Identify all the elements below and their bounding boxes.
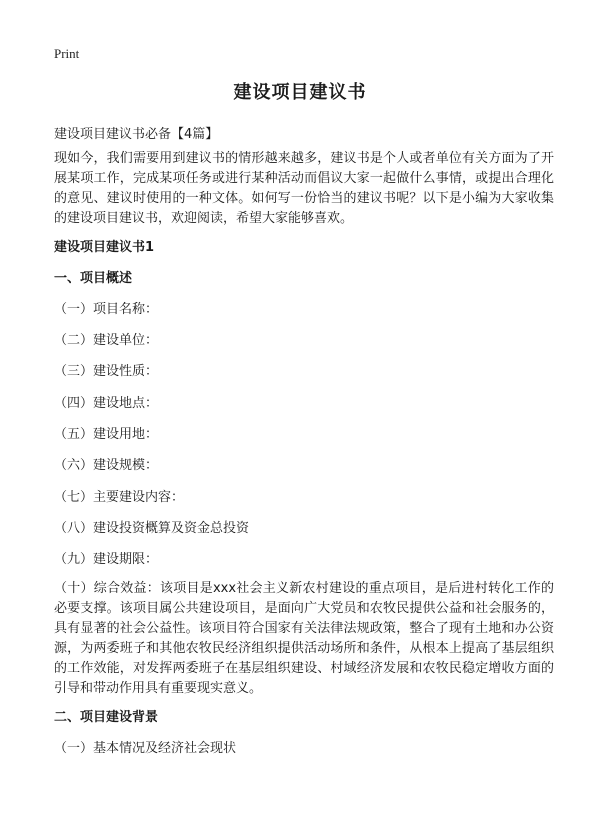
overview-item: （五）建设用地： [54,427,159,442]
background-item: （一）基本情况及经济社会现状 [54,741,237,756]
part2-heading: 二、项目建设背景 [54,710,159,725]
intro-paragraph: 现如今，我们需要用到建议书的情形越来越多，建议书是个人或者单位有关方面为了开展某项工作，完成某项任务或进行某种活动而倡议大家一起做什么事情，或提出合理化的意见、建议时使用的一种文体。如何写一份恰当的建议书呢？以下是小编为大家收集的建设项目建议书，欢迎阅读，希望大家能够喜欢。 [54,151,554,226]
overview-item: （四）建设地点： [54,396,159,411]
summary-paragraph: （十）综合效益：该项目是xxx社会主义新农村建设的重点项目，是后进村转化工作的必要支撑。该项目属公共建设项目，是面向广大党员和农牧民提供公益和社会服务的，具有显著的社会公益性。该项目符合国家有关法律法规政策，整合了现有土地和办公资源，为两委班子和其他农牧民经济组织提供活动场所和条件，从根本上提高了基层组织的工作效能，对发挥两委班子在基层组织建设、村域经济发展和农牧民稳定增收方面的引导和带动作用具有重要现实意义。 [54,581,554,696]
overview-item: （七）主要建设内容： [54,490,185,505]
overview-item: （一）项目名称： [54,302,159,317]
document-title: 建设项目建议书 [233,82,367,103]
part1-heading: 一、项目概述 [54,271,133,286]
overview-item: （三）建设性质： [54,364,159,379]
overview-item: （六）建设规模： [54,458,159,473]
overview-item: （八）建设投资概算及资金总投资 [54,521,250,536]
overview-item: （二）建设单位： [54,333,159,348]
overview-item: （九）建设期限： [54,552,159,567]
section-heading: 建设项目建议书1 [54,240,155,255]
print-link[interactable]: Print [54,46,80,61]
document-subtitle: 建设项目建议书必备【4篇】 [54,127,219,142]
